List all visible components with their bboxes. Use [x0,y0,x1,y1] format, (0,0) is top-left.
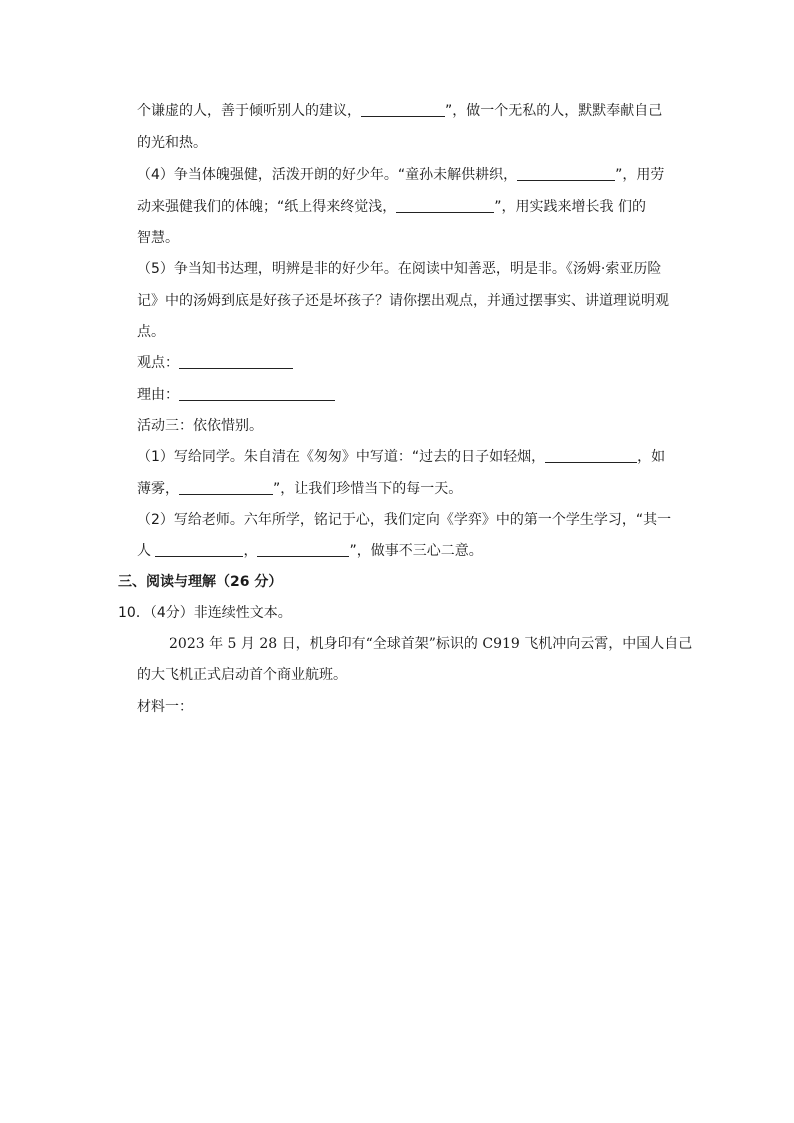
text-line: 点。 [137,324,165,340]
question-number: 10．（4分）非连续性文本。 [118,605,292,621]
material-label: 材料一： [137,699,193,715]
text-segment: 薄雾， [137,481,179,497]
answer-blank[interactable] [257,541,349,557]
section-heading: 三、阅读与理解（26 分） [118,574,283,590]
text-segment: ”，用实践来增长我 们的 [494,199,646,215]
text-line: 2023 年 5 月 28 日，机身印有“全球首架”标识的 C919 飞机冲向云霄，中国人自己 [169,636,693,652]
answer-blank[interactable] [545,447,637,463]
text-line [137,541,483,561]
text-line [137,165,664,185]
text-line [137,353,293,373]
text-segment: ”，用劳 [615,167,665,183]
text-segment: ， [243,543,258,559]
text-line: 活动三：依依惜别。 [137,418,263,434]
viewpoint-label: 观点： [137,355,179,371]
text-line: 记》中的汤姆到底是好孩子还是坏孩子？请你摆出观点，并通过摆事实、讲道理说明观 [137,293,669,309]
text-line [137,447,665,467]
text-segment: （4）争当体魄强健，活泼开朗的好少年。“童孙未解供耕织， [137,167,518,183]
answer-blank[interactable] [517,165,615,181]
viewpoint-blank[interactable] [179,353,293,369]
text-line: 智慧。 [137,230,179,246]
reason-blank[interactable] [179,385,335,401]
text-line: （5）争当知书达理，明辨是非的好少年。在阅读中知善恶，明是非。《汤姆·索亚历险 [137,261,662,277]
answer-blank[interactable] [396,197,494,213]
answer-blank[interactable] [361,101,445,117]
text-line: 的光和热。 [137,135,207,151]
text-segment: ”，让我们珍惜当下的每一天。 [273,481,463,497]
text-segment: 动来强健我们的体魄；“纸上得来终觉浅， [137,199,397,215]
text-line [137,385,335,405]
text-segment: ”，做事不三心二意。 [349,543,483,559]
text-segment: ”，做一个无私的人，默默奉献自己 [445,103,663,119]
text-segment: （1）写给同学。朱自清在《匆匆》中写道：“过去的日子如轻烟， [137,449,546,465]
text-segment: 人 [137,543,151,559]
text-line: 的大飞机正式启动首个商业航班。 [137,667,347,683]
text-line: （2）写给老师。六年所学，铭记于心，我们定向《学弈》中的第一个学生学习，“其一 [137,512,672,528]
text-line [137,197,646,217]
reason-label: 理由： [137,387,179,403]
answer-blank[interactable] [179,479,273,495]
text-segment: ，如 [637,449,666,465]
answer-blank[interactable] [155,541,243,557]
text-segment: 个谦虚的人，善于倾听别人的建议， [137,103,361,119]
text-line [137,101,662,121]
text-line [137,479,462,499]
